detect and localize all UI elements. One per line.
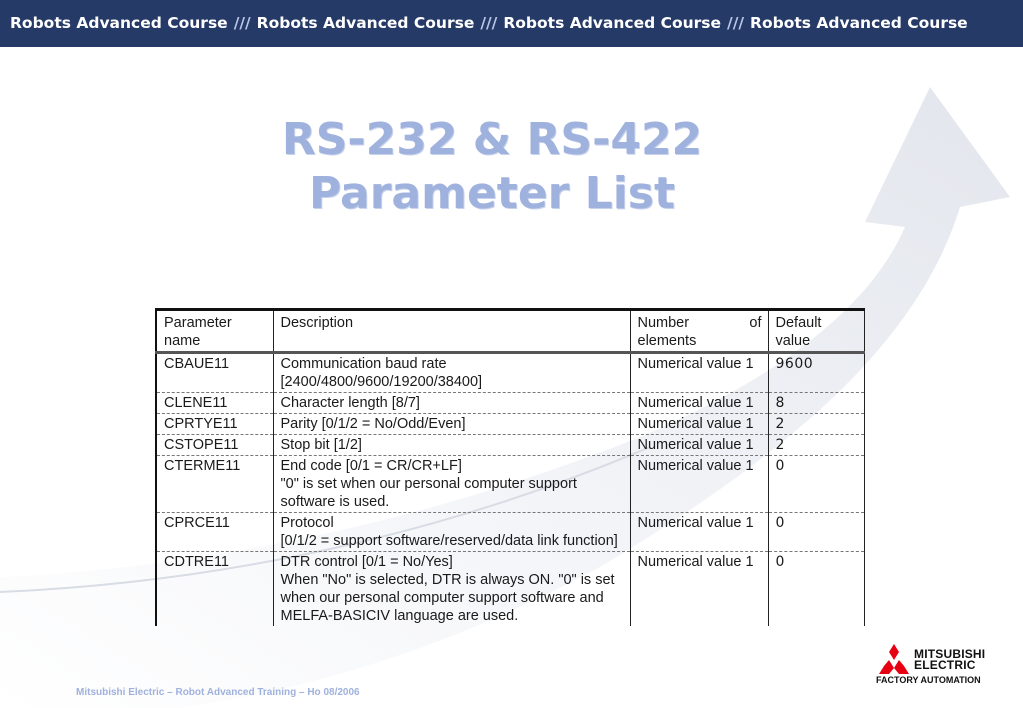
description-line: [2400/4800/9600/19200/38400] (280, 374, 483, 390)
description-line: Protocol (280, 515, 334, 531)
description-line: DTR control [0/1 = No/Yes] (280, 554, 453, 570)
cell-parameter-name: CSTOPE11 (156, 435, 273, 456)
parameter-table-container (155, 308, 863, 626)
three-diamonds-icon (876, 644, 912, 674)
description-line: Communication baud rate (280, 356, 447, 372)
description-line: MELFA-BASICIV language are used. (280, 608, 519, 624)
description-line: End code [0/1 = CR/CR+LF] (280, 458, 462, 474)
header-default-value: Default value (768, 310, 864, 353)
logo-line-3: FACTORY AUTOMATION (876, 675, 981, 685)
table-row (156, 414, 864, 435)
table-row (156, 552, 864, 627)
cell-parameter-name: CTERME11 (156, 456, 273, 513)
cell-number-of-elements: Numerical value 1 (630, 513, 768, 552)
cell-number-of-elements: Numerical value 1 (630, 353, 768, 393)
description-line: [0/1/2 = support software/reserved/data link function] (280, 533, 618, 549)
table-row (156, 393, 864, 414)
footer-text: Mitsubishi Electric – Robot Advanced Training – Ho 08/2006 (76, 687, 360, 698)
cell-default-value: 0 (768, 513, 864, 552)
title-line-2: Parameter List (308, 168, 676, 219)
cell-default-value: 0 (768, 552, 864, 627)
cell-default-value: 2 (768, 414, 864, 435)
header-elements: elements (637, 333, 697, 349)
header-number-of-elements (630, 310, 768, 353)
table-header-row (156, 310, 864, 353)
logo-line-2: ELECTRIC (914, 658, 976, 672)
cell-parameter-name: CLENE11 (156, 393, 273, 414)
banner-text: Robots Advanced Course (503, 14, 722, 32)
header-banner (0, 0, 1023, 47)
cell-parameter-name: CPRCE11 (156, 513, 273, 552)
cell-parameter-name: CDTRE11 (156, 552, 273, 627)
slide-title (232, 113, 752, 221)
description-line: When "No" is selected, DTR is always ON. "0" is set (280, 572, 615, 588)
mitsubishi-logo (876, 642, 996, 688)
table-row (156, 513, 864, 552)
logo-text (914, 649, 985, 671)
table-row (156, 435, 864, 456)
cell-description (273, 456, 630, 513)
cell-default-value: 2 (768, 435, 864, 456)
description-line: Character length [8/7] (280, 395, 420, 411)
description-line: software is used. (280, 494, 390, 510)
banner-text: Robots Advanced Course (750, 14, 968, 32)
banner-text: Robots Advanced Course (256, 14, 475, 32)
cell-number-of-elements: Numerical value 1 (630, 456, 768, 513)
banner-separator: /// (233, 14, 251, 32)
title-line-1: RS-232 & RS-422 (281, 114, 703, 165)
table-row (156, 456, 864, 513)
parameter-table (155, 308, 865, 626)
header-number: Number (637, 315, 690, 331)
table-body (156, 353, 864, 627)
cell-default-value: 8 (768, 393, 864, 414)
cell-parameter-name: CBAUE11 (156, 353, 273, 393)
banner-separator: /// (480, 14, 498, 32)
description-line: Stop bit [1/2] (280, 437, 362, 453)
cell-description (273, 435, 630, 456)
header-of: of (749, 315, 762, 331)
table-row (156, 353, 864, 393)
banner-text: Robots Advanced Course (10, 14, 228, 32)
banner-separator: /// (727, 14, 745, 32)
cell-number-of-elements: Numerical value 1 (630, 435, 768, 456)
header-parameter-name: Parameter name (156, 310, 273, 353)
description-line: Parity [0/1/2 = No/Odd/Even] (280, 416, 466, 432)
cell-description (273, 353, 630, 393)
cell-parameter-name: CPRTYE11 (156, 414, 273, 435)
description-line: "0" is set when our personal computer support (280, 476, 577, 492)
cell-default-value: 0 (768, 456, 864, 513)
cell-number-of-elements: Numerical value 1 (630, 414, 768, 435)
description-line: when our personal computer support software and (280, 590, 604, 606)
cell-description (273, 513, 630, 552)
logo-line-1: MITSUBISHI (914, 647, 986, 661)
header-description: Description (273, 310, 630, 353)
cell-description (273, 552, 630, 627)
cell-description (273, 414, 630, 435)
cell-default-value: 9600 (768, 353, 864, 393)
cell-number-of-elements: Numerical value 1 (630, 552, 768, 627)
cell-number-of-elements: Numerical value 1 (630, 393, 768, 414)
cell-description (273, 393, 630, 414)
